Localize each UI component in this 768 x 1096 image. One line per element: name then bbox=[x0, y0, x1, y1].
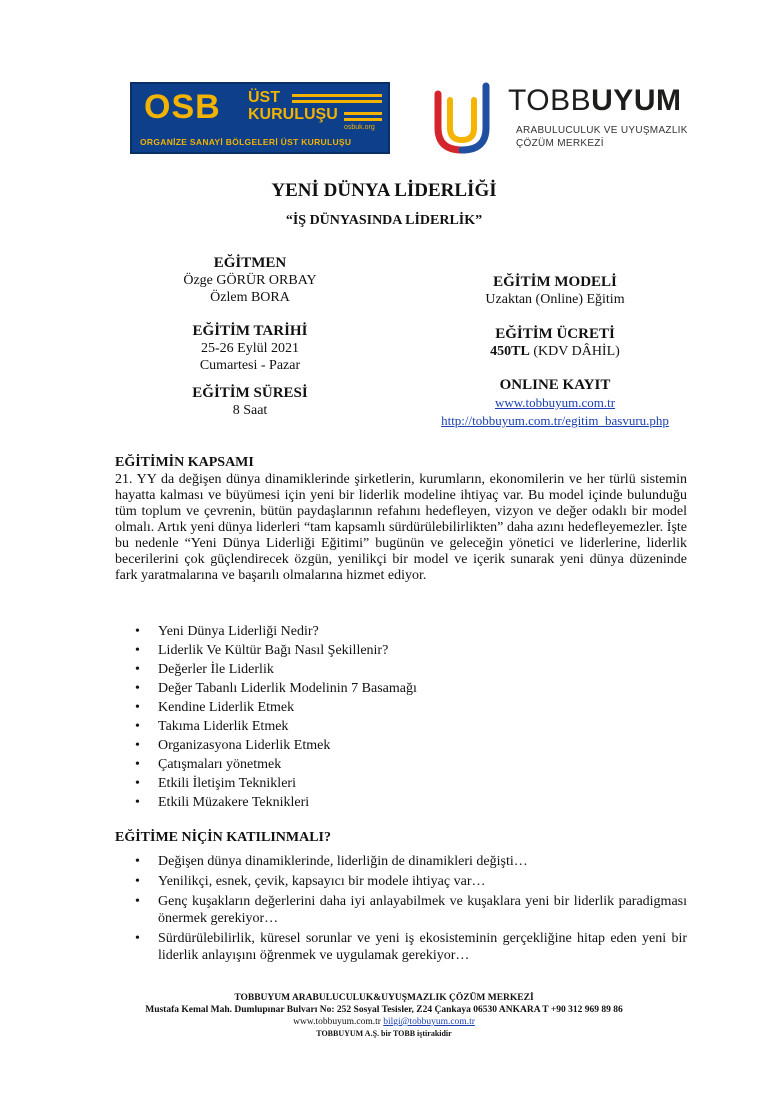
tobbuyum-logo-subtitle-1: ARABULUCULUK VE UYUŞMAZLIK bbox=[516, 125, 688, 136]
list-item: • Etkili Müzakere Teknikleri bbox=[115, 793, 687, 812]
duration-value: 8 Saat bbox=[232, 403, 268, 418]
date-value: 25-26 Eylül 2021 bbox=[201, 341, 299, 356]
fee-note: (KDV DÂHİL) bbox=[529, 344, 620, 359]
scope-heading: EĞİTİMİN KAPSAMI bbox=[115, 455, 254, 470]
footer-note: TOBBUYUM A.Ş. bir TOBB iştirakidir bbox=[316, 1029, 452, 1038]
footer-org: ARABULUCULUK&UYUŞMAZLIK ÇÖZÜM MERKEZİ bbox=[290, 993, 534, 1003]
osb-logo-stripe bbox=[292, 94, 382, 97]
model-value: Uzaktan (Online) Eğitim bbox=[485, 292, 625, 307]
tobbuyum-logo-subtitle-2: ÇÖZÜM MERKEZİ bbox=[516, 138, 604, 149]
list-item: • Değerler İle Liderlik bbox=[115, 660, 687, 679]
trainer-name: Özge GÖRÜR ORBAY bbox=[183, 273, 317, 288]
osb-logo-stripe bbox=[344, 112, 382, 115]
list-item: • Etkili İletişim Teknikleri bbox=[115, 774, 687, 793]
why-list bbox=[115, 853, 687, 967]
fee-amount: 450TL bbox=[490, 344, 530, 359]
list-item: • Organizasyona Liderlik Etmek bbox=[115, 736, 687, 755]
footer-web[interactable]: www.tobbuyum.com.tr bbox=[293, 1017, 381, 1027]
footer-tel: +90 312 969 89 86 bbox=[550, 1005, 623, 1015]
list-item: • Takıma Liderlik Etmek bbox=[115, 717, 687, 736]
registration-block bbox=[420, 377, 690, 430]
trainer-name: Özlem BORA bbox=[210, 290, 290, 305]
osb-logo-ust-text: ÜST bbox=[248, 89, 280, 106]
tobbuyum-logo-mark-icon bbox=[432, 80, 494, 156]
date-block bbox=[150, 323, 350, 374]
footer-address: Mustafa Kemal Mah. Dumlupınar Bulvarı No: 252 Sosyal Tesisler, Z24 Çankaya 06530 ANKARA bbox=[145, 1005, 541, 1015]
osb-logo-big-text: OSB bbox=[144, 88, 221, 126]
footer bbox=[0, 992, 768, 1040]
tobbuyum-logo-wordmark bbox=[508, 84, 681, 118]
scope-body: 21. YY da değişen dünya dinamiklerinde şirketlerin, kurumların, ekonomilerin ve her türlü sistemin hayatta kalması ve büyümesi için yeni bir liderlik modeline ihtiyaç var. Bu model içinde bulunduğu tüm toplum ve çevrenin, bütün paydaşlarının refahını hedefleyen, vizyon ve değer odaklı bir model olmalı. Artık yeni dünya liderleri “tam kapsamlı sürdürülebilirlikten” daha azını hedefleyemezler. İşte bu nedenle “Yeni Dünya Liderliği Eğitimi” bugünün ve geleceğin yönetici ve liderlerine, liderlik becerilerini çok güçlendirecek özgün, yenilikçi bir model ve içerik sunarak yeni dünya düzeninde fark yaratmalarına ve başarılı olmalarına hizmet ediyor. bbox=[115, 472, 687, 583]
page-subtitle: “İŞ DÜNYASINDA LİDERLİK” bbox=[285, 213, 483, 228]
duration-block bbox=[150, 385, 350, 419]
osb-logo-stripe bbox=[344, 118, 382, 121]
topic-list bbox=[115, 622, 687, 812]
tobbuyum-logo-word-light: TOBB bbox=[508, 84, 592, 117]
tobbuyum-logo-word-bold: UYUM bbox=[591, 84, 682, 117]
fee-heading: EĞİTİM ÜCRETİ bbox=[495, 326, 615, 342]
osb-logo-kurulusu-text: KURULUŞU bbox=[248, 106, 338, 123]
footer-brand: TOBBUYUM bbox=[234, 993, 291, 1003]
duration-heading: EĞİTİM SÜRESİ bbox=[192, 385, 308, 401]
registration-heading: ONLINE KAYIT bbox=[499, 377, 611, 393]
date-days: Cumartesi - Pazar bbox=[199, 358, 301, 373]
date-heading: EĞİTİM TARİHİ bbox=[192, 323, 308, 339]
list-item: • Sürdürülebilirlik, küresel sorunlar ve yeni iş ekosisteminin gerçekliğine hitap eden yeni bir liderlik anlayışını öğrenmek ve uygulamak gerekiyor… bbox=[115, 930, 687, 964]
list-item: • Kendine Liderlik Etmek bbox=[115, 698, 687, 717]
fee-block bbox=[420, 326, 690, 360]
list-item: • Değer Tabanlı Liderlik Modelinin 7 Basamağı bbox=[115, 679, 687, 698]
osb-logo-stripe bbox=[292, 100, 382, 103]
trainer-block bbox=[150, 255, 350, 306]
list-item: • Çatışmaları yönetmek bbox=[115, 755, 687, 774]
footer-email-link[interactable]: bilgi@tobbuyum.com.tr bbox=[383, 1017, 475, 1027]
list-item: • Genç kuşakların değerlerini daha iyi anlayabilmek ve kuşaklara yeni bir liderlik paradigması önermek gerekiyor… bbox=[115, 893, 687, 927]
list-item: • Liderlik Ve Kültür Bağı Nasıl Şekillenir? bbox=[115, 641, 687, 660]
registration-link-home[interactable]: www.tobbuyum.com.tr bbox=[494, 395, 616, 410]
osb-logo bbox=[130, 82, 390, 154]
registration-link-form[interactable]: http://tobbuyum.com.tr/egitim_basvuru.php bbox=[441, 413, 669, 428]
list-item: • Yenilikçi, esnek, çevik, kapsayıcı bir modele ihtiyaç var… bbox=[115, 873, 687, 890]
trainer-heading: EĞİTMEN bbox=[213, 255, 287, 271]
list-item: • Yeni Dünya Liderliği Nedir? bbox=[115, 622, 687, 641]
why-heading: EĞİTİME NİÇİN KATILINMALI? bbox=[115, 830, 331, 845]
model-block bbox=[420, 274, 690, 308]
model-heading: EĞİTİM MODELİ bbox=[493, 274, 617, 290]
page-title: YENİ DÜNYA LİDERLİĞİ bbox=[271, 180, 497, 201]
osb-logo-subtitle: ORGANİZE SANAYİ BÖLGELERİ ÜST KURULUŞU bbox=[140, 137, 352, 147]
osb-logo-web: osbuk.org bbox=[344, 124, 375, 131]
list-item: • Değişen dünya dinamiklerinde, liderliğin de dinamikleri değişti… bbox=[115, 853, 687, 870]
footer-tel-label: T bbox=[542, 1005, 549, 1015]
